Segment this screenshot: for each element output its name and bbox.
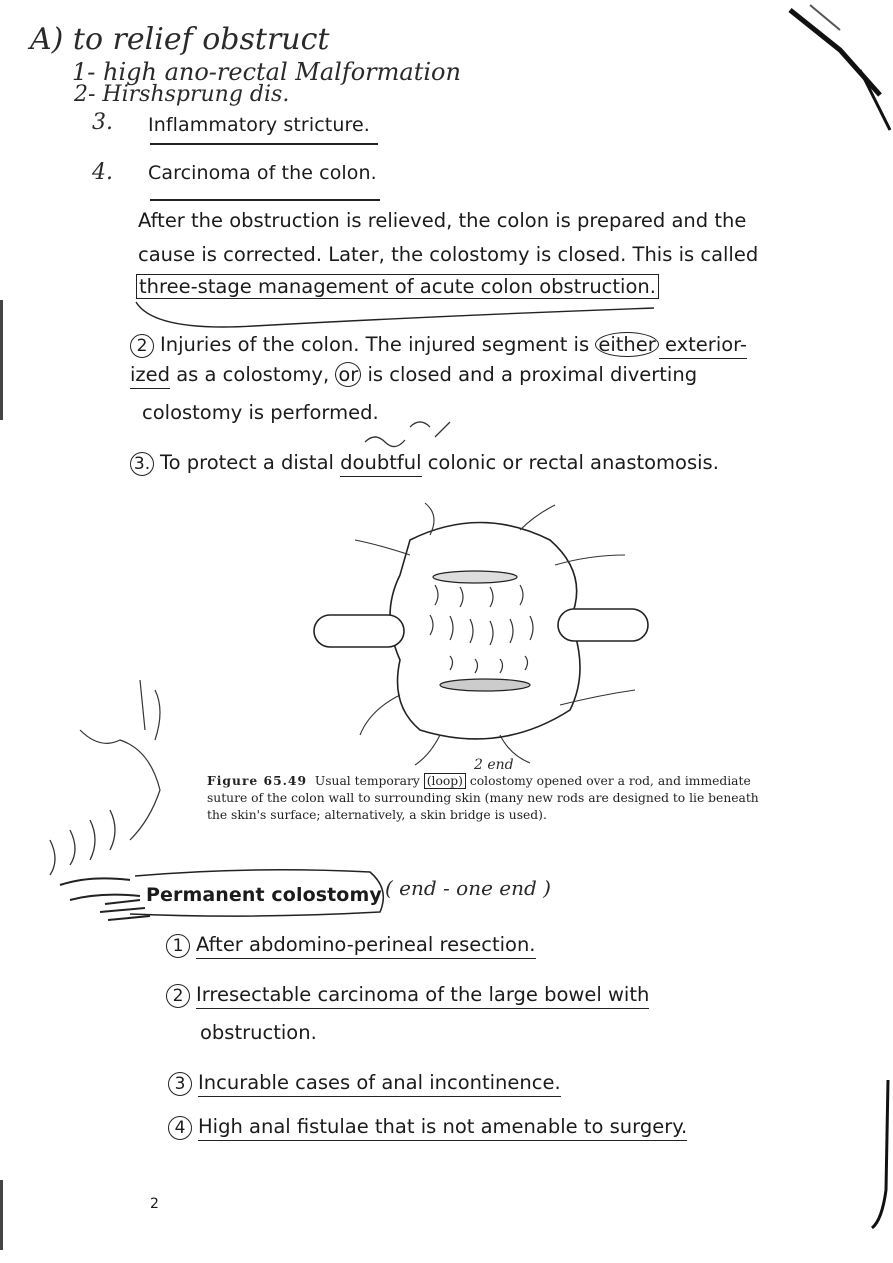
perm-item-4 xyxy=(168,1110,687,1144)
corner-scribble-top-right xyxy=(780,0,893,140)
item3-marker: 3. xyxy=(130,452,154,476)
figure-label: Figure 65.49 xyxy=(207,773,308,788)
caption-text-a: Usual temporary xyxy=(314,774,424,788)
underline-inflammatory xyxy=(150,143,378,145)
handwritten-note-line3: 2- Hirshsprung dis. xyxy=(74,82,290,107)
colostomy-illustration xyxy=(300,495,660,775)
page-number: 2 xyxy=(150,1196,160,1212)
perm-item-3 xyxy=(168,1066,561,1100)
paragraph-line-2: cause is corrected. Later, the colostomy is closed. This is called xyxy=(138,243,759,266)
perm-item-4-marker: 4 xyxy=(168,1116,192,1140)
permanent-annotation: ( end - one end ) xyxy=(385,876,551,900)
three-stage-box: three-stage management of acute colon obstruction. xyxy=(136,274,659,299)
item-inflammatory-stricture: Inflammatory stricture. xyxy=(148,114,370,136)
perm-item-2 xyxy=(166,978,649,1012)
item2-text-a: Injuries of the colon. The injured segment is xyxy=(160,333,596,356)
perm-item-3-marker: 3 xyxy=(168,1072,192,1096)
exterior-underlined: exterior- xyxy=(659,333,747,359)
item2-line-2 xyxy=(130,358,697,392)
item-carcinoma-colon: Carcinoma of the colon. xyxy=(148,162,377,184)
underline-carcinoma xyxy=(150,199,380,201)
item3-text-a: To protect a distal xyxy=(160,451,341,474)
right-edge-curve xyxy=(870,1080,893,1230)
perm-item-1-text: After abdomino-perineal resection. xyxy=(196,933,536,959)
item2-line-1 xyxy=(130,328,747,362)
caption-text-b: colostomy opened over a rod, and immediate suture of the colon wall to surrounding skin (many new rods are designed to lie beneath the skin's surface; alternatively, a skin bridge is used). xyxy=(207,774,759,822)
perm-item-1-marker: 1 xyxy=(166,934,190,958)
figure-caption xyxy=(207,772,767,824)
item2-text-b: as a colostomy, xyxy=(170,363,336,386)
permanent-colostomy-heading: Permanent colostomy xyxy=(146,884,382,906)
paragraph-boxed-three-stage xyxy=(136,270,659,304)
item2-line-3: colostomy is performed. xyxy=(142,401,379,424)
perm-item-1 xyxy=(166,928,536,962)
annotation-2-end: 2 end xyxy=(474,757,514,773)
perm-item-3-text: Incurable cases of anal incontinence. xyxy=(198,1071,561,1097)
handwritten-note-line1: A) to relief obstruct xyxy=(30,22,330,57)
left-edge-line xyxy=(0,300,3,420)
marker-item-3: 3. xyxy=(92,110,113,135)
ized-underlined: ized xyxy=(130,363,170,389)
doubtful-underlined: doubtful xyxy=(340,451,421,477)
perm-item-2-cont: obstruction. xyxy=(200,1021,317,1044)
left-edge-line-lower xyxy=(0,1180,3,1250)
item2-text-c: is closed and a proximal diverting xyxy=(361,363,698,386)
item2-marker: 2 xyxy=(130,334,154,358)
perm-item-2-marker: 2 xyxy=(166,984,190,1008)
perm-item-4-text: High anal fistulae that is not amenable to surgery. xyxy=(198,1115,687,1141)
marker-item-4: 4. xyxy=(92,160,113,185)
handwritten-note-line2: 1- high ano-rectal Malformation xyxy=(72,58,461,86)
perm-item-2-text: Irresectable carcinoma of the large bowel with xyxy=(196,983,649,1009)
item3-line xyxy=(130,446,719,480)
either-circled: either xyxy=(595,332,658,357)
loop-boxed: (loop) xyxy=(424,773,466,789)
paragraph-line-1: After the obstruction is relieved, the colon is prepared and the xyxy=(138,209,747,232)
item3-text-b: colonic or rectal anastomosis. xyxy=(421,451,719,474)
or-circled: or xyxy=(335,362,361,387)
